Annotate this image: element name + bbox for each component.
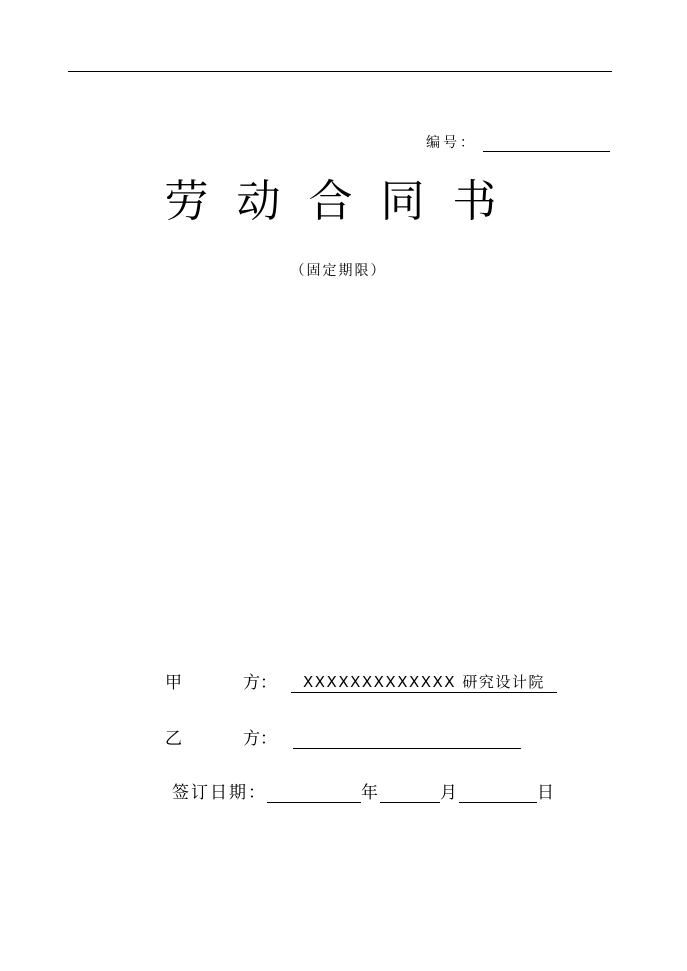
signing-day-field[interactable] xyxy=(459,782,537,803)
signing-date-label: 签订日期： xyxy=(172,783,267,803)
signing-month-field[interactable] xyxy=(380,782,440,803)
top-rule xyxy=(68,71,612,72)
document-subtitle: （固定期限） xyxy=(290,263,387,279)
document-title: 劳动合同书 xyxy=(164,176,525,227)
party-a-colon: 方： xyxy=(243,673,277,693)
party-b-field[interactable] xyxy=(293,730,521,749)
party-b-label: 乙 xyxy=(165,729,182,749)
party-a-label: 甲 xyxy=(165,673,182,693)
signing-year-unit: 年 xyxy=(361,783,380,803)
signing-year-field[interactable] xyxy=(267,782,361,803)
party-b-row xyxy=(165,724,521,749)
party-a-row xyxy=(165,668,557,693)
serial-number-label: 编号： xyxy=(426,135,477,151)
party-a-value[interactable]: XXXXXXXXXXXXX 研究设计院 xyxy=(291,672,557,693)
signing-month-unit: 月 xyxy=(440,783,459,803)
party-b-colon: 方： xyxy=(243,729,277,749)
signing-date-row xyxy=(172,778,556,803)
serial-number-row xyxy=(426,132,610,152)
serial-number-field[interactable] xyxy=(483,135,610,152)
signing-day-unit: 日 xyxy=(537,783,556,803)
